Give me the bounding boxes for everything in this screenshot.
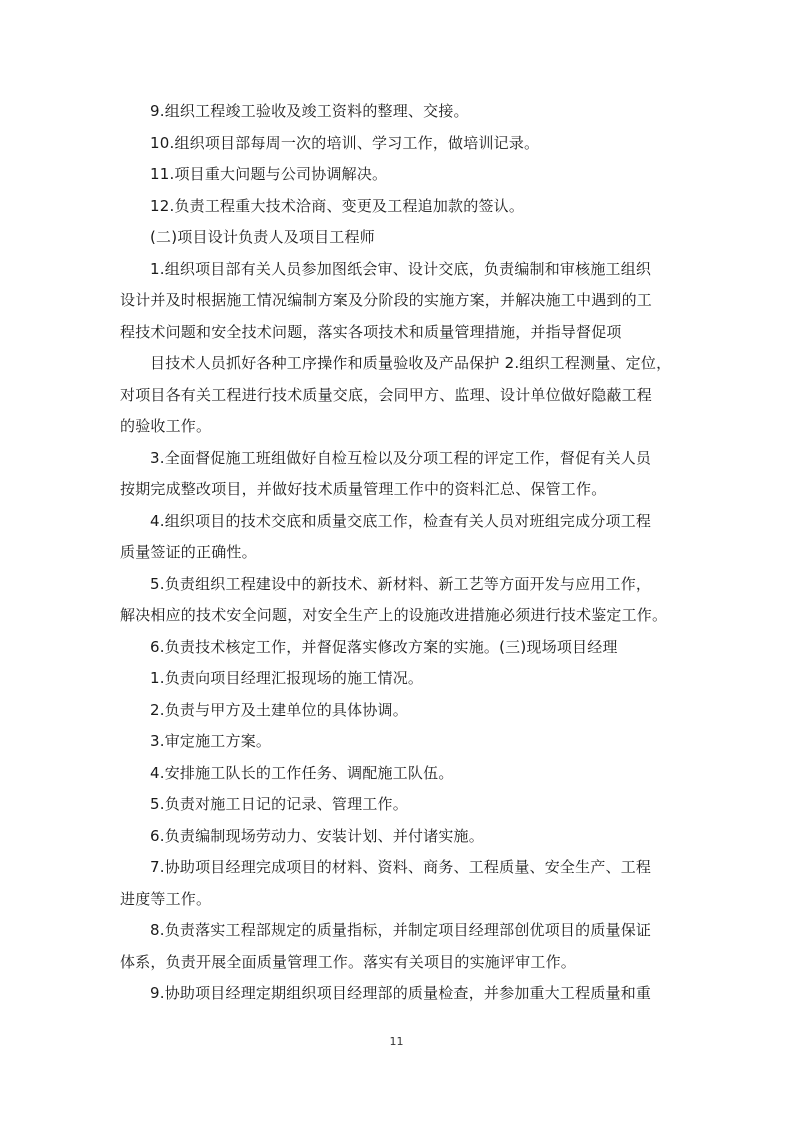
body-line: 进度等工作。	[120, 889, 212, 908]
section-heading: (二)项目设计负责人及项目工程师	[150, 228, 375, 246]
body-line: 3.全面督促施工班组做好自检互检以及分项工程的评定工作，督促有关人员	[150, 448, 652, 467]
body-line: 体系，负责开展全面质量管理工作。落实有关项目的实施评审工作。	[120, 952, 577, 971]
body-line: 1.负责向项目经理汇报现场的施工情况。	[150, 669, 424, 687]
body-line: 2.负责与甲方及土建单位的具体协调。	[150, 700, 408, 719]
body-line: 解决相应的技术安全问题，对安全生产上的设施改进措施必须进行技术鉴定工作。	[120, 606, 668, 624]
body-line: 4.安排施工队长的工作任务、调配施工队伍。	[150, 763, 454, 782]
body-line: 4.组织项目的技术交底和质量交底工作，检查有关人员对班组完成分项工程	[150, 511, 652, 530]
body-line: 11.项目重大问题与公司协调解决。	[150, 165, 388, 183]
body-line: 6.负责技术核定工作，并督促落实修改方案的实施。(三)现场项目经理	[150, 637, 618, 656]
body-line: 的验收工作。	[120, 417, 212, 435]
body-line: 目技术人员抓好各种工序操作和质量验收及产品保护 2.组织工程测量、定位，	[150, 354, 672, 372]
body-line: 设计并及时根据施工情况编制方案及分阶段的实施方案，并解决施工中遇到的工	[120, 291, 653, 309]
body-line: 8.负责落实工程部规定的质量指标，并制定项目经理部创优项目的质量保证	[150, 921, 652, 939]
body-line: 1.组织项目部有关人员参加图纸会审、设计交底，负责编制和审核施工组织	[150, 259, 652, 278]
body-line: 9.组织工程竣工验收及竣工资料的整理、交接。	[150, 102, 469, 120]
body-line: 12.负责工程重大技术洽商、变更及工程追加款的签认。	[150, 196, 525, 215]
page-number: 11	[389, 1035, 404, 1048]
body-line: 5.负责组织工程建设中的新技术、新材料、新工艺等方面开发与应用工作，	[150, 574, 652, 593]
body-line: 质量签证的正确性。	[120, 543, 257, 561]
body-line: 按期完成整改项目，并做好技术质量管理工作中的资料汇总、保管工作。	[120, 480, 607, 498]
body-line: 7.协助项目经理完成项目的材料、资料、商务、工程质量、安全生产、工程	[150, 858, 652, 876]
body-line: 对项目各有关工程进行技术质量交底，会同甲方、监理、设计单位做好隐蔽工程	[120, 385, 653, 404]
body-line: 9.协助项目经理定期组织项目经理部的质量检查，并参加重大工程质量和重	[150, 984, 652, 1002]
body-line: 3.审定施工方案。	[150, 732, 272, 750]
body-line: 10.组织项目部每周一次的培训、学习工作，做培训记录。	[150, 133, 540, 152]
body-line: 6.负责编制现场劳动力、安装计划、并付诸实施。	[150, 826, 484, 845]
page-body	[120, 96, 680, 1010]
body-line: 程技术问题和安全技术问题，落实各项技术和质量管理措施，并指导督促项	[120, 322, 622, 341]
body-line: 5.负责对施工日记的记录、管理工作。	[150, 795, 408, 813]
